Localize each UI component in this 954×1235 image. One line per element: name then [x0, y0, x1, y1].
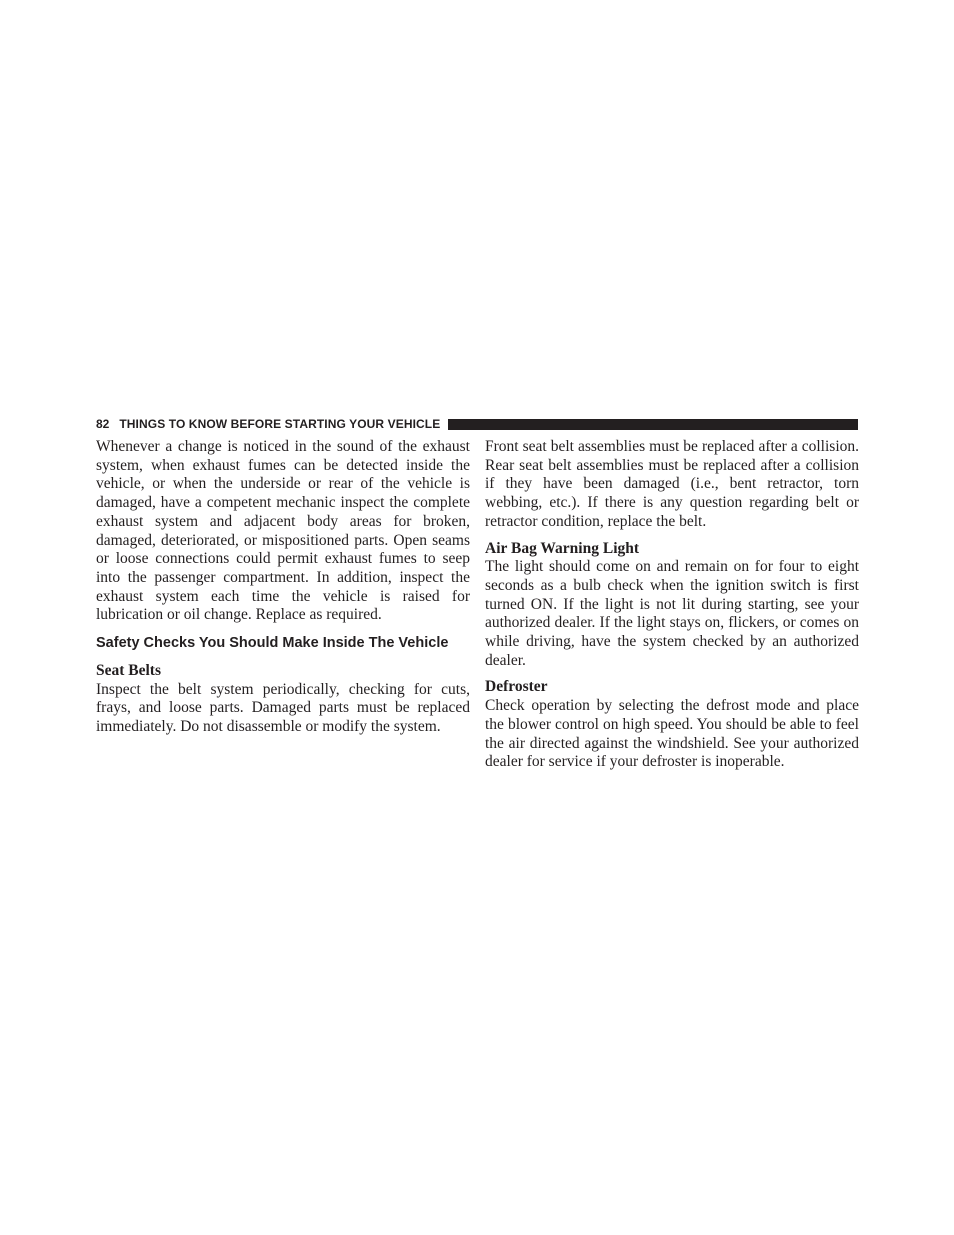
defroster-paragraph: Check operation by selecting the defrost mode and place the blower control on high speed. You should be able to feel the air directed against the windshield. See your authorized dealer for service if your defroster is inoperable.: [485, 697, 859, 771]
safety-checks-heading: Safety Checks You Should Make Inside The Vehicle: [96, 635, 449, 652]
airbag-warning-light-heading: Air Bag Warning Light: [485, 539, 640, 557]
seat-belts-paragraph: Inspect the belt system periodically, checking for cuts, frays, and loose parts. Damaged parts must be replaced immediately. Do not disassemble or modify the system.: [96, 680, 470, 736]
left-column: [96, 438, 470, 737]
seat-belts-replacement-paragraph: Front seat belt assemblies must be replaced after a collision. Rear seat belt assemblies must be replaced after a collision if they have been damaged (i.e., bent retractor, torn webbing, etc.). If there is any question regarding belt or retractor condition, replace the belt.: [485, 438, 859, 530]
airbag-warning-light-paragraph: The light should come on and remain on for four to eight seconds as a bulb check when the ignition switch is first turned ON. If the light is not lit during starting, see your authorized dealer. If the light stays on, flickers, or comes on while driving, have the system checked by an authorized dealer.: [485, 558, 859, 669]
page-number: 82: [96, 417, 110, 431]
section-title: THINGS TO KNOW BEFORE STARTING YOUR VEHICLE: [119, 417, 441, 431]
exhaust-inspection-paragraph: Whenever a change is noticed in the sound of the exhaust system, when exhaust fumes can be detected inside the vehicle, or when the underside or rear of the vehicle is damaged, have a competent mechanic inspect the complete exhaust system and adjacent body areas for broken, damaged, deteriorated, or mispositioned parts. Open seams or loose connections could permit exhaust fumes to seep into the passenger compartment. In addition, inspect the exhaust system each time the vehicle is raised for lubrication or oil change. Replace as required.: [96, 438, 470, 624]
page-header: [96, 416, 858, 432]
right-column: [485, 438, 859, 772]
defroster-heading: Defroster: [485, 678, 548, 696]
seat-belts-heading: Seat Belts: [96, 662, 162, 680]
header-rule-bar: [448, 419, 858, 430]
